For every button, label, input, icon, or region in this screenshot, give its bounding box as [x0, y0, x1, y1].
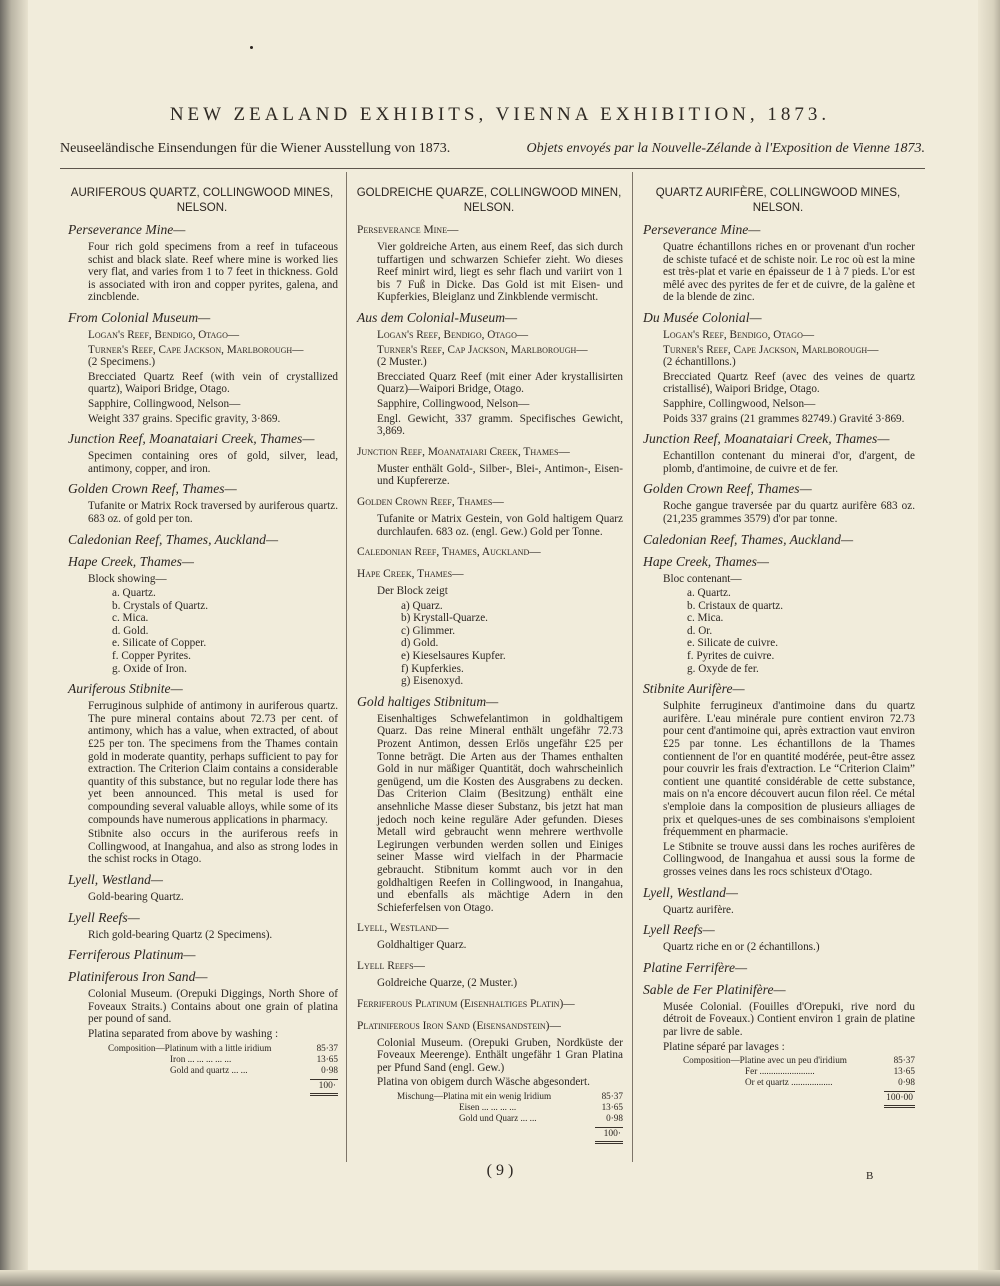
- list-item: Turner's Reef, Cap Jackson, Marlborough— (2 Muster.): [377, 343, 588, 369]
- list-item: d) Gold.: [401, 637, 439, 650]
- section-text: Le Stibnite se trouve aussi dans les roches aurifères de Collingwood, de Inangahua et aussi sous la forme de grosses veines dans les rocs schisteux d'Otago.: [663, 840, 915, 878]
- list-item: c. Mica.: [687, 612, 724, 625]
- ink-speck: [250, 46, 253, 49]
- section-text: Four rich gold specimens from a reef in tufaceous schist and black slate. Reef where mine is worked lies very flat, and varies from 1 to 7 feet in thickness. Gold is associated with iron and copper pyrites, galena, and zincblende.: [88, 241, 338, 304]
- section-text: Muster enthält Gold-, Silber-, Blei-, Antimon-, Eisen- und Kupfererze.: [377, 462, 623, 488]
- section-title: Hape Creek, Thames—: [643, 553, 769, 569]
- list-item: Brecciated Quartz Reef (avec des veines de quartz cristallisé), Waipori Bridge, Otago.: [663, 370, 915, 396]
- table-row: Composition—Platine avec un peu d'iridium 85·37: [683, 1055, 915, 1066]
- section-title: Hape Creek, Thames—: [68, 553, 194, 569]
- page-edge-right: [978, 0, 1000, 1286]
- column-heading: AURIFEROUS QUARTZ, COLLINGWOOD MINES, NELSON.: [70, 187, 334, 214]
- section-title: Caledonian Reef, Thames, Auckland—: [68, 531, 279, 547]
- table-row: Or et quartz .................. 0·98: [745, 1077, 915, 1088]
- section-title: Caledonian Reef, Thames, Auckland—: [643, 531, 854, 547]
- section-title: Aus dem Colonial-Museum—: [357, 309, 518, 325]
- german-column: [355, 186, 623, 1144]
- list-item: g) Eisenoxyd.: [401, 675, 464, 688]
- composition-total: 100·00: [683, 1091, 915, 1108]
- table-row: Iron ... ... ... ... ... 13·65: [170, 1053, 338, 1064]
- column-heading: QUARTZ AURIFÈRE, COLLINGWOOD MINES, NELSON.: [655, 187, 901, 214]
- section-text: Goldreiche Quarze, (2 Muster.): [377, 976, 518, 989]
- list-item: Poids 337 grains (21 grammes 82749.) Gravité 3·869.: [663, 412, 905, 425]
- list-item: d. Gold.: [112, 624, 149, 637]
- section-text: Stibnite also occurs in the auriferous reefs in Collingwood, at Inangahua, and also as strong lodes in the schist rocks in Otago.: [88, 828, 338, 866]
- section-title: Lyell, Westland—: [357, 922, 449, 935]
- list-item: Brecciated Quarz Reef (mit einer Ader krystallisirten Quarz)—Waipori Bridge, Otago.: [377, 370, 623, 396]
- composition-total: 100·: [397, 1127, 623, 1144]
- french-column: [641, 186, 915, 1108]
- list-item: e. Silicate de cuivre.: [687, 637, 779, 650]
- section-text: Colonial Museum. (Orepuki Gruben, Nordküste der Foveaux Meerenge). Enthält ungefähr 1 Gran Platina per Pfund Sand (engl. Gew.): [377, 1036, 623, 1074]
- section-text: Block showing—: [88, 572, 167, 585]
- section-title: Perseverance Mine—: [68, 222, 186, 237]
- page-title: NEW ZEALAND EXHIBITS, VIENNA EXHIBITION, 1873.: [169, 104, 831, 125]
- list-item: d. Or.: [687, 624, 713, 637]
- section-title: Lyell, Westland—: [68, 871, 164, 887]
- list-item: a. Quartz.: [687, 587, 731, 600]
- mineral-list: [401, 600, 623, 688]
- list-item: Brecciated Quartz Reef (with vein of crystallized quartz), Waipori Bridge, Otago.: [88, 370, 338, 396]
- section-title: Gold haltiges Stibnitum—: [357, 693, 499, 709]
- list-item: Sapphire, Collingwood, Nelson—: [88, 397, 241, 410]
- list-item: b. Cristaux de quartz.: [687, 599, 784, 612]
- table-row: Gold und Quarz ... ... 0·98: [459, 1112, 623, 1123]
- section-text: Quartz aurifère.: [663, 903, 734, 916]
- list-item: f) Kupferkies.: [401, 662, 464, 675]
- list-item: e) Kieselsaures Kupfer.: [401, 650, 506, 663]
- list-item: Engl. Gewicht, 337 gramm. Specifisches Gewicht, 3,869.: [377, 412, 623, 438]
- list-item: Weight 337 grains. Specific gravity, 3·869.: [88, 412, 281, 425]
- table-row: Gold and quartz ... ... 0·98: [170, 1064, 338, 1075]
- section-text: Goldhaltiger Quarz.: [377, 939, 467, 952]
- section-text: Platine séparé par lavages :: [663, 1040, 785, 1053]
- section-title: Lyell Reefs—: [357, 959, 425, 972]
- section-title: Junction Reef, Moanataiari Creek, Thames—: [68, 431, 315, 447]
- list-item: Logan's Reef, Bendigo, Otago—: [663, 328, 815, 341]
- column-divider: [346, 172, 347, 1162]
- subtitle-german: Neuseeländische Einsendungen für die Wiener Ausstellung von 1873.: [60, 141, 451, 156]
- page-number: ( 9 ): [486, 1162, 514, 1179]
- table-row: Eisen ... ... ... ... 13·65: [459, 1101, 623, 1112]
- section-text: Tufanite or Matrix Gestein, von Gold haltigem Quarz durchlaufen. 683 oz. (engl. Gew.) Gold per Tonne.: [377, 512, 623, 538]
- composition-table: [108, 1043, 338, 1096]
- section-text: Eisenhaltiges Schwefelantimon in goldhaltigem Quarz. Das reine Mineral enthält ungefähr 72.73 Prozent Antimon, dessen Erlös ungefähr £25 per Tonne beträgt. Die Arten aus der Thames enthalten Gold in nur mäßiger Quantität, doch wahrscheinlich genügend, um die Kosten des Ausgrabens zu decken. Das Criterion Claim (Besitzung) enthält eine ansehnliche Masse dieser Substanz, bis jetzt hat man jedoch noch keine reguläre Ader gefunden. Dieses Metall wird gebraucht wenn mehrere werthvolle Legirungen verbunden werden sollen und Einiges seiner Masse wird vielfach in der Pharmacie gebraucht. Stibnitum kommt auch vor in den goldhaltigen Reefen in Collingwood, in Inangahua, und ebenfalls als mächtige Adern in den Schieferfelsen von Otago.: [377, 712, 623, 914]
- section-text: Musée Colonial. (Fouilles d'Orepuki, rive nord du détroit de Foveaux.) Contient environ 1 grain de platine par livre de sable.: [663, 1000, 915, 1038]
- table-row: Mischung—Platina mit ein wenig Iridium 85·37: [397, 1090, 623, 1101]
- list-item: g. Oxyde de fer.: [687, 662, 759, 675]
- list-item: c) Glimmer.: [401, 624, 456, 637]
- section-text: Echantillon contenant du minerai d'or, d'argent, de plomb, d'antimoine, de cuivre et de fer.: [663, 450, 915, 475]
- binding-gutter: [0, 0, 28, 1286]
- mineral-list: [112, 587, 338, 675]
- section-text: Platina von obigem durch Wäsche abgesondert.: [377, 1076, 590, 1089]
- page-subtitle: [60, 141, 925, 157]
- section-title: Ferriferous Platinum—: [68, 947, 196, 963]
- composition-table: [397, 1091, 623, 1144]
- section-title: Golden Crown Reef, Thames—: [68, 481, 237, 497]
- english-column: [66, 186, 338, 1096]
- list-item: e. Silicate of Copper.: [112, 637, 207, 650]
- section-title: From Colonial Museum—: [68, 309, 211, 325]
- section-title: Lyell Reefs—: [68, 909, 140, 925]
- list-item: b) Krystall-Quarze.: [401, 612, 488, 625]
- list-item: Logan's Reef, Bendigo, Otago—: [88, 328, 240, 341]
- section-title: Platine Ferrifère—: [643, 959, 748, 975]
- list-item: Logan's Reef, Bendigo, Otago—: [377, 328, 529, 341]
- section-text: Bloc contenant—: [663, 572, 742, 585]
- list-item: Turner's Reef, Cape Jackson, Marlborough— (2 Specimens.): [88, 343, 304, 369]
- section-text: Quatre échantillons riches en or provenant d'un rocher de schiste tufacé et de schiste noir. Le roc où est la mine est très-plat et varie en épaisseur de 1 à 7 pieds. L'or est mêlé avec des pyrites de fer et de cuivre, de la galène et de la blende de zinc.: [663, 241, 915, 304]
- section-text: Rich gold-bearing Quartz (2 Specimens).: [88, 928, 273, 941]
- section-title: Hape Creek, Thames—: [357, 568, 464, 581]
- section-title: Platiniferous Iron Sand—: [68, 969, 208, 985]
- section-title: Perseverance Mine—: [643, 222, 761, 237]
- section-title: Lyell, Westland—: [643, 884, 739, 900]
- section-title: Golden Crown Reef, Thames—: [357, 495, 504, 508]
- mineral-list: [687, 587, 915, 675]
- section-text: Platina separated from above by washing :: [88, 1027, 279, 1040]
- list-item: c. Mica.: [112, 612, 149, 625]
- list-item: f. Copper Pyrites.: [112, 650, 191, 663]
- list-item: b. Crystals of Quartz.: [112, 599, 209, 612]
- subtitle-french: Objets envoyés par la Nouvelle-Zélande à l'Exposition de Vienne 1873.: [526, 141, 925, 156]
- section-title: Junction Reef, Moanataiari Creek, Thames—: [357, 445, 570, 458]
- list-item: Turner's Reef, Cape Jackson, Marlborough— (2 échantillons.): [663, 343, 879, 369]
- column-divider: [632, 172, 633, 1162]
- section-text: Colonial Museum. (Orepuki Diggings, North Shore of Foveaux Straits.) Contains about one grain of platina per pound of sand.: [88, 988, 338, 1026]
- list-item: g. Oxide of Iron.: [112, 662, 187, 675]
- list-item: a) Quarz.: [401, 599, 443, 612]
- section-title: Perseverance Mine—: [357, 224, 459, 236]
- composition-total: 100·: [108, 1079, 338, 1096]
- table-row: Fer ........................ 13·65: [745, 1066, 915, 1077]
- section-title: Caledonian Reef, Thames, Auckland—: [357, 546, 541, 559]
- section-text: Quartz riche en or (2 échantillons.): [663, 941, 820, 954]
- section-title: Lyell Reefs—: [643, 922, 715, 938]
- column-heading: GOLDREICHE QUARZE, COLLINGWOOD MINEN, NELSON.: [356, 187, 622, 214]
- page-edge-bottom: [0, 1270, 1000, 1286]
- section-title: Golden Crown Reef, Thames—: [643, 481, 812, 497]
- section-text: Der Block zeigt: [377, 585, 448, 598]
- composition-table: [683, 1055, 915, 1108]
- section-title: Sable de Fer Platinifère—: [643, 981, 786, 997]
- section-text: Roche gangue traversée par du quartz aurifère 683 oz. (21,235 grammes 3579) d'or par tonne.: [663, 500, 915, 525]
- list-item: Sapphire, Collingwood, Nelson—: [377, 397, 530, 410]
- section-title: Platiniferous Iron Sand (Eisensandstein)—: [357, 1019, 561, 1032]
- section-title: Junction Reef, Moanataiari Creek, Thames—: [643, 431, 890, 447]
- header-rule: [60, 168, 925, 169]
- section-title: Auriferous Stibnite—: [68, 681, 183, 697]
- section-text: Vier goldreiche Arten, aus einem Reef, das sich durch tuffartigen und schwarzen Schiefer zieht. Wo dieses Reef minirt wird, liegt es sehr flach und variirt von 1 bis 7 Fuß in Dicke. Das Gold ist mit Eisen- und Kupferkies, Bleiglanz und Zinkblende vermischt.: [377, 241, 623, 304]
- section-title: Ferriferous Platinum (Eisenhaltiges Platin)—: [357, 997, 575, 1010]
- section-text: Specimen containing ores of gold, silver, lead, antimony, copper, and iron.: [88, 450, 338, 475]
- section-text: Tufanite or Matrix Rock traversed by auriferous quartz. 683 oz. of gold per ton.: [88, 500, 338, 525]
- section-text: Ferruginous sulphide of antimony in auriferous quartz. The pure mineral contains about 72.73 per cent. of antimony, which has a value, when extracted, of about £25 per ton. The specimens from the Thames contain gold in moderate quantity, perhaps sufficient to pay for extraction. The Criterion Claim contains a considerable quantity of this substance, but no regular lode there has yet been announced. This metal is used for compounding several valuable alloys, while some of its compounds have numerous applications in pharmacy.: [88, 700, 338, 826]
- section-title: Stibnite Aurifère—: [643, 681, 745, 697]
- list-item: a. Quartz.: [112, 587, 156, 600]
- section-text: Sulphite ferrugineux d'antimoine dans du quartz aurifère. L'eau minérale pure contient environ 72.73 pour cent d'antimoine qui, après extraction vaut environ £25 par tonne. Les échantillons de la Thames contiennent de l'or en quantité modérée, peut-être assez pour couvrir les frais d'extraction. Le “Criterion Claim” contient une quantité considérable de cette substance, mais on n'a encore découvert aucun filon réel. Ce métal s'emploie dans la composition de plusieurs alliages de prix et quelques-unes de ses combinaisons s'emploient fréquemment en pharmacie.: [663, 700, 915, 839]
- table-row: Composition—Platinum with a little iridium 85·37: [108, 1042, 338, 1053]
- signature-mark: B: [866, 1170, 874, 1182]
- list-item: f. Pyrites de cuivre.: [687, 650, 775, 663]
- section-text: Gold-bearing Quartz.: [88, 890, 184, 903]
- section-title: Du Musée Colonial—: [643, 309, 762, 325]
- list-item: Sapphire, Collingwood, Nelson—: [663, 397, 816, 410]
